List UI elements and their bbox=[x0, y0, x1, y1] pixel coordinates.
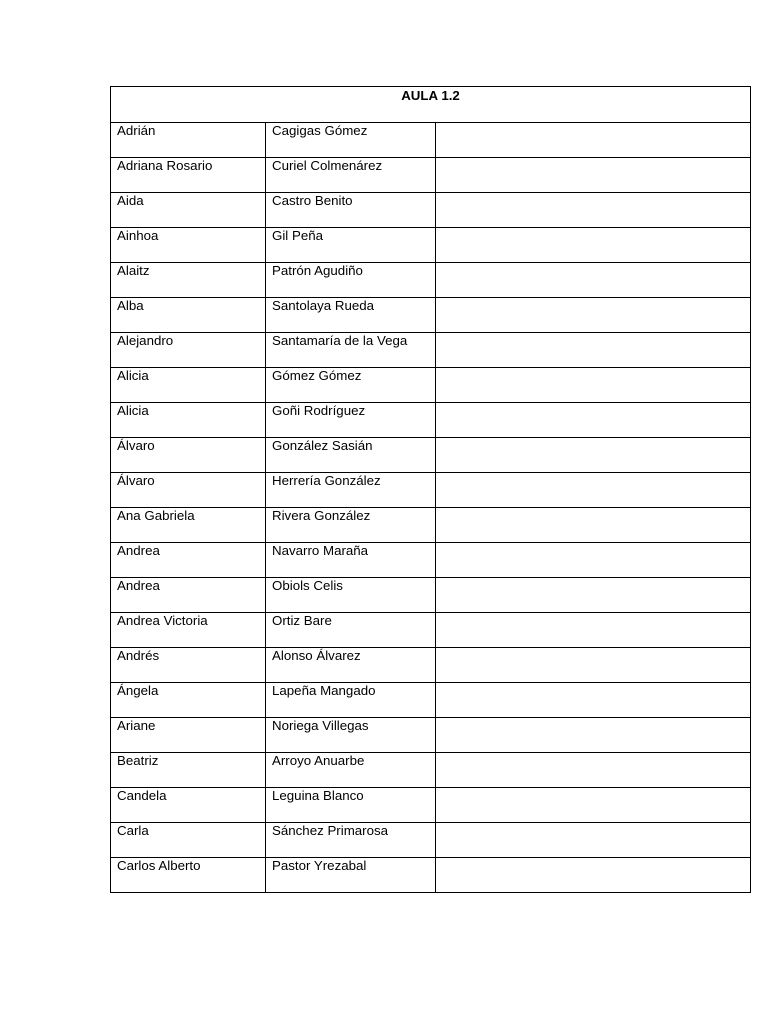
first-name-cell bbox=[111, 333, 266, 368]
table-row bbox=[111, 263, 751, 298]
notes bbox=[442, 263, 750, 264]
last-name-cell bbox=[266, 718, 436, 753]
first-name: Ainhoa bbox=[117, 228, 159, 243]
table-row bbox=[111, 298, 751, 333]
last-name-cell bbox=[266, 368, 436, 403]
first-name-cell bbox=[111, 473, 266, 508]
notes-cell bbox=[436, 753, 751, 788]
table-row bbox=[111, 368, 751, 403]
first-name-cell bbox=[111, 508, 266, 543]
notes-cell bbox=[436, 508, 751, 543]
last-name-cell bbox=[266, 578, 436, 613]
notes-cell bbox=[436, 858, 751, 893]
last-name-cell bbox=[266, 263, 436, 298]
first-name: Alba bbox=[117, 298, 144, 313]
notes bbox=[442, 438, 750, 439]
first-name: Candela bbox=[117, 788, 167, 803]
first-name-cell bbox=[111, 578, 266, 613]
first-name: Carla bbox=[117, 823, 149, 838]
notes-cell bbox=[436, 228, 751, 263]
table-row bbox=[111, 753, 751, 788]
notes-cell bbox=[436, 823, 751, 858]
notes bbox=[442, 508, 750, 509]
table-row bbox=[111, 158, 751, 193]
last-name-cell bbox=[266, 438, 436, 473]
first-name-cell bbox=[111, 403, 266, 438]
last-name-cell bbox=[266, 823, 436, 858]
first-name-cell bbox=[111, 158, 266, 193]
notes-cell bbox=[436, 788, 751, 823]
first-name-cell bbox=[111, 438, 266, 473]
last-name: Obiols Celis bbox=[272, 578, 343, 593]
notes bbox=[442, 823, 750, 824]
notes-cell bbox=[436, 368, 751, 403]
notes-cell bbox=[436, 683, 751, 718]
last-name: Rivera González bbox=[272, 508, 371, 523]
last-name: Curiel Colmenárez bbox=[272, 158, 383, 173]
last-name-cell bbox=[266, 788, 436, 823]
first-name: Andrea Victoria bbox=[117, 613, 208, 628]
notes-cell bbox=[436, 333, 751, 368]
table-row bbox=[111, 823, 751, 858]
first-name-cell bbox=[111, 543, 266, 578]
last-name: González Sasián bbox=[272, 438, 373, 453]
first-name: Ángela bbox=[117, 683, 159, 698]
table-row bbox=[111, 403, 751, 438]
table-row bbox=[111, 788, 751, 823]
notes bbox=[442, 858, 750, 859]
table-row bbox=[111, 648, 751, 683]
notes bbox=[442, 543, 750, 544]
notes bbox=[442, 333, 750, 334]
table-title-cell bbox=[111, 87, 751, 123]
notes bbox=[442, 123, 750, 124]
last-name-cell bbox=[266, 683, 436, 718]
first-name: Aida bbox=[117, 193, 144, 208]
first-name-cell bbox=[111, 263, 266, 298]
last-name: Herrería González bbox=[272, 473, 381, 488]
roster-table-body bbox=[111, 87, 751, 893]
last-name: Santamaría de la Vega bbox=[272, 333, 408, 348]
last-name: Pastor Yrezabal bbox=[272, 858, 367, 873]
table-row bbox=[111, 333, 751, 368]
last-name-cell bbox=[266, 473, 436, 508]
last-name-cell bbox=[266, 193, 436, 228]
last-name: Ortiz Bare bbox=[272, 613, 332, 628]
first-name: Carlos Alberto bbox=[117, 858, 201, 873]
last-name: Arroyo Anuarbe bbox=[272, 753, 365, 768]
table-row bbox=[111, 613, 751, 648]
last-name-cell bbox=[266, 613, 436, 648]
notes-cell bbox=[436, 298, 751, 333]
last-name: Gil Peña bbox=[272, 228, 323, 243]
first-name-cell bbox=[111, 368, 266, 403]
notes-cell bbox=[436, 403, 751, 438]
table-row bbox=[111, 508, 751, 543]
last-name-cell bbox=[266, 858, 436, 893]
last-name-cell bbox=[266, 543, 436, 578]
last-name: Goñi Rodríguez bbox=[272, 403, 366, 418]
last-name-cell bbox=[266, 508, 436, 543]
first-name-cell bbox=[111, 298, 266, 333]
first-name: Álvaro bbox=[117, 438, 155, 453]
table-row bbox=[111, 718, 751, 753]
notes-cell bbox=[436, 123, 751, 158]
first-name-cell bbox=[111, 753, 266, 788]
table-row bbox=[111, 193, 751, 228]
last-name-cell bbox=[266, 403, 436, 438]
notes bbox=[442, 368, 750, 369]
notes-cell bbox=[436, 193, 751, 228]
notes-cell bbox=[436, 718, 751, 753]
table-title-row bbox=[111, 87, 751, 123]
notes bbox=[442, 578, 750, 579]
notes bbox=[442, 683, 750, 684]
first-name-cell bbox=[111, 613, 266, 648]
last-name: Navarro Maraña bbox=[272, 543, 369, 558]
table-row bbox=[111, 683, 751, 718]
first-name-cell bbox=[111, 683, 266, 718]
last-name: Gómez Gómez bbox=[272, 368, 362, 383]
first-name: Alaitz bbox=[117, 263, 150, 278]
first-name: Andrea bbox=[117, 578, 160, 593]
first-name-cell bbox=[111, 788, 266, 823]
first-name: Andrés bbox=[117, 648, 160, 663]
notes bbox=[442, 718, 750, 719]
notes bbox=[442, 648, 750, 649]
last-name-cell bbox=[266, 123, 436, 158]
table-row bbox=[111, 123, 751, 158]
first-name-cell bbox=[111, 123, 266, 158]
notes bbox=[442, 158, 750, 159]
last-name: Patrón Agudiño bbox=[272, 263, 363, 278]
table-row bbox=[111, 543, 751, 578]
notes-cell bbox=[436, 263, 751, 298]
notes-cell bbox=[436, 613, 751, 648]
notes-cell bbox=[436, 473, 751, 508]
first-name: Álvaro bbox=[117, 473, 155, 488]
first-name-cell bbox=[111, 193, 266, 228]
last-name-cell bbox=[266, 228, 436, 263]
table-title: AULA 1.2 bbox=[401, 88, 460, 103]
notes bbox=[442, 298, 750, 299]
first-name-cell bbox=[111, 823, 266, 858]
last-name-cell bbox=[266, 753, 436, 788]
notes-cell bbox=[436, 543, 751, 578]
roster-table bbox=[110, 86, 751, 893]
notes bbox=[442, 753, 750, 754]
notes-cell bbox=[436, 648, 751, 683]
notes bbox=[442, 613, 750, 614]
first-name-cell bbox=[111, 718, 266, 753]
last-name-cell bbox=[266, 648, 436, 683]
table-row bbox=[111, 858, 751, 893]
first-name: Alicia bbox=[117, 403, 149, 418]
table-row bbox=[111, 578, 751, 613]
last-name: Leguina Blanco bbox=[272, 788, 364, 803]
last-name-cell bbox=[266, 333, 436, 368]
first-name: Ana Gabriela bbox=[117, 508, 195, 523]
last-name: Castro Benito bbox=[272, 193, 353, 208]
first-name: Adrián bbox=[117, 123, 156, 138]
notes bbox=[442, 473, 750, 474]
last-name-cell bbox=[266, 158, 436, 193]
first-name: Beatriz bbox=[117, 753, 159, 768]
first-name: Alejandro bbox=[117, 333, 174, 348]
first-name-cell bbox=[111, 858, 266, 893]
table-row bbox=[111, 228, 751, 263]
table-row bbox=[111, 473, 751, 508]
notes-cell bbox=[436, 578, 751, 613]
last-name-cell bbox=[266, 298, 436, 333]
first-name-cell bbox=[111, 228, 266, 263]
table-row bbox=[111, 438, 751, 473]
notes bbox=[442, 403, 750, 404]
notes bbox=[442, 228, 750, 229]
last-name: Noriega Villegas bbox=[272, 718, 369, 733]
last-name: Alonso Álvarez bbox=[272, 648, 361, 663]
first-name: Adriana Rosario bbox=[117, 158, 213, 173]
notes-cell bbox=[436, 158, 751, 193]
last-name: Santolaya Rueda bbox=[272, 298, 375, 313]
first-name: Alicia bbox=[117, 368, 149, 383]
notes bbox=[442, 193, 750, 194]
last-name: Sánchez Primarosa bbox=[272, 823, 389, 838]
notes-cell bbox=[436, 438, 751, 473]
first-name: Andrea bbox=[117, 543, 160, 558]
first-name: Ariane bbox=[117, 718, 156, 733]
last-name: Cagigas Gómez bbox=[272, 123, 368, 138]
last-name: Lapeña Mangado bbox=[272, 683, 376, 698]
first-name-cell bbox=[111, 648, 266, 683]
notes bbox=[442, 788, 750, 789]
